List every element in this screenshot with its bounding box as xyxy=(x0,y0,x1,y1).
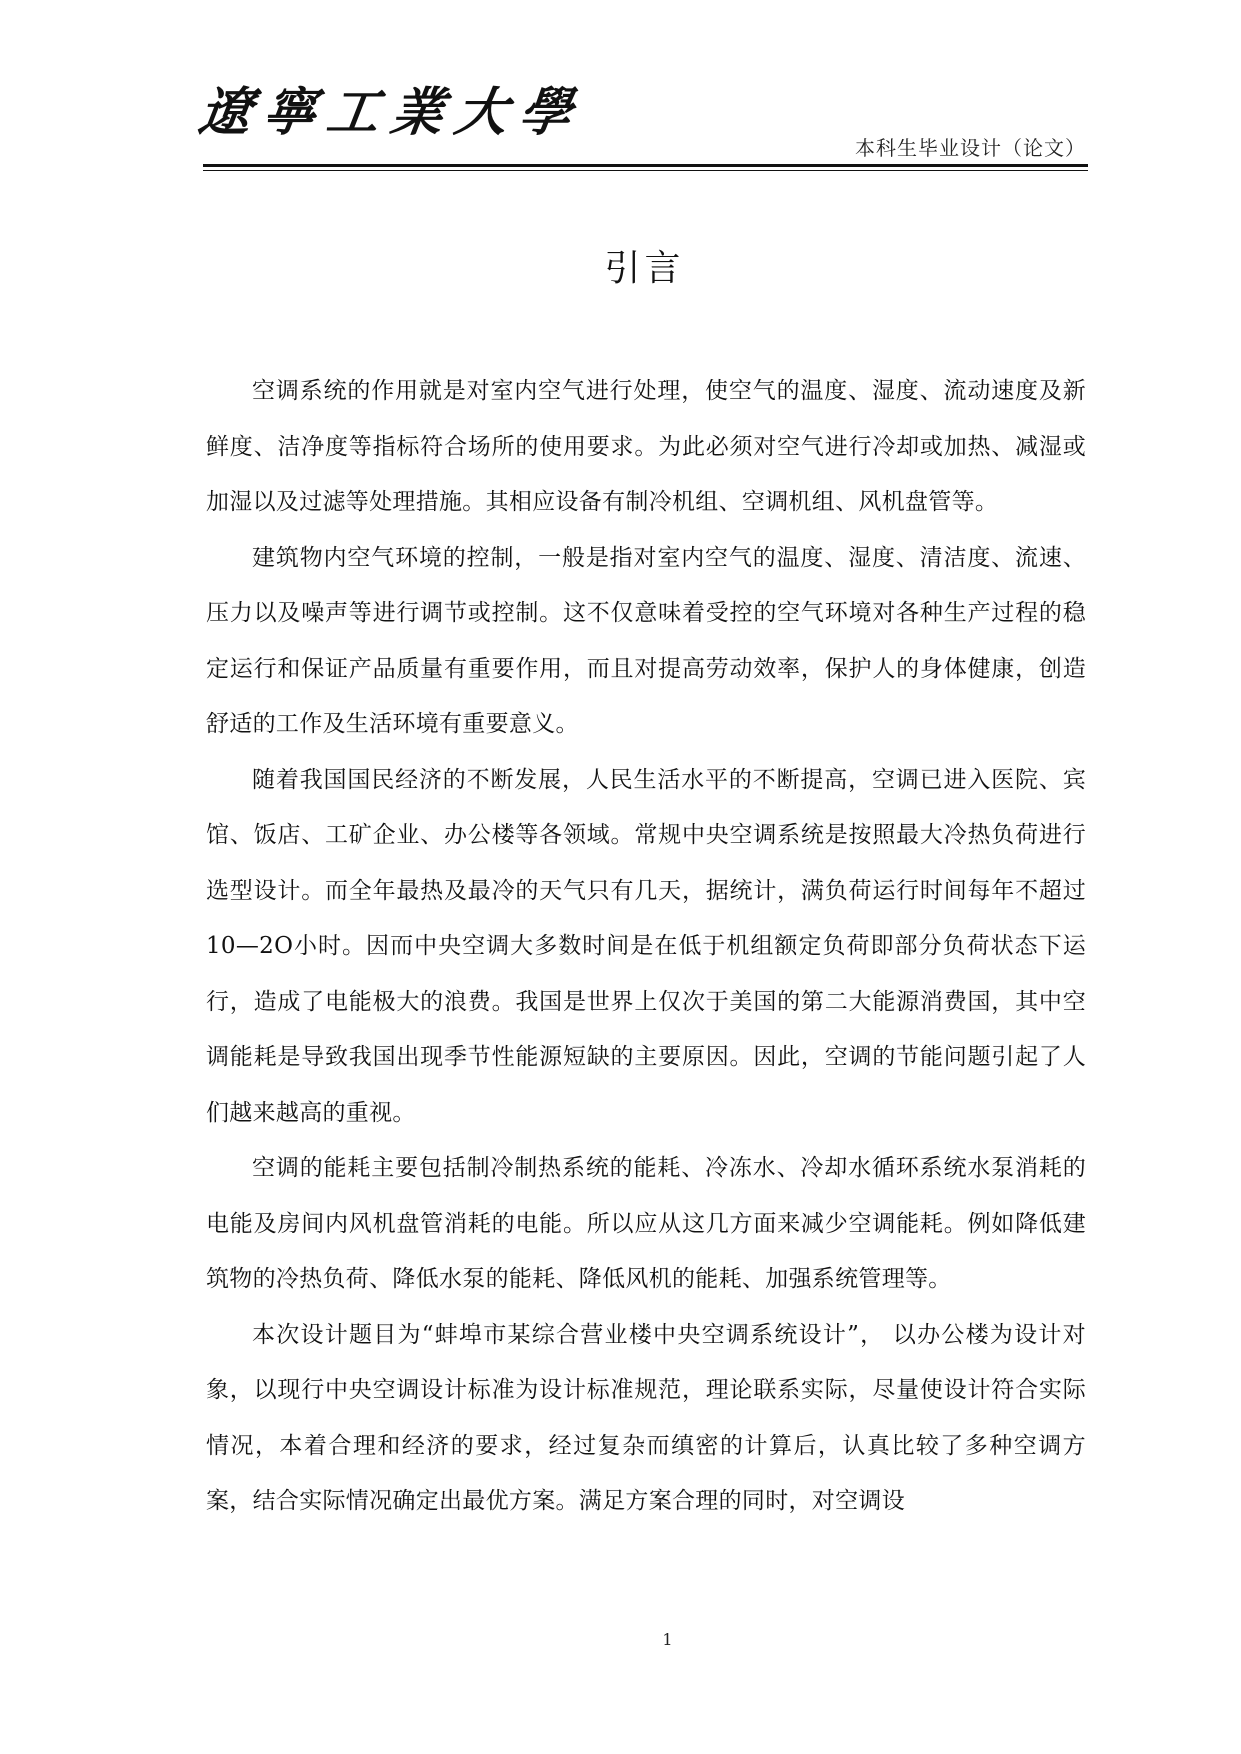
paragraph: 空调系统的作用就是对室内空气进行处理，使空气的温度、湿度、流动速度及新鲜度、洁净度等指标符合场所的使用要求。为此必须对空气进行冷却或加热、减湿或加湿以及过滤等处理措施。其相应设备有制冷机组、空调机组、风机盘管等。 xyxy=(206,378,1086,515)
paragraph: 空调的能耗主要包括制冷制热系统的能耗、冷冻水、冷却水循环系统水泵消耗的电能及房间内风机盘管消耗的电能。所以应从这几方面来减少空调能耗。例如降低建筑物的冷热负荷、降低水泵的能耗、降低风机的能耗、加强系统管理等。 xyxy=(206,1155,1086,1292)
university-logo: 遼寧工業大學 xyxy=(195,82,588,143)
page-number: 1 xyxy=(662,1630,673,1649)
header-rule-thick xyxy=(203,164,1088,167)
paragraph: 建筑物内空气环境的控制，一般是指对室内空气的温度、湿度、清洁度、流速、压力以及噪声等进行调节或控制。这不仅意味着受控的空气环境对各种生产过程的稳定运行和保证产品质量有重要作用，而且对提高劳动效率，保护人的身体健康，创造舒适的工作及生活环境有重要意义。 xyxy=(206,544,1086,737)
document-type-label: 本科生毕业设计（论文） xyxy=(855,136,1086,160)
body-text xyxy=(206,364,1086,1530)
page-title: 引言 xyxy=(604,248,685,289)
header-rule-thin xyxy=(203,170,1088,171)
paragraph: 本次设计题目为“蚌埠市某综合营业楼中央空调系统设计”， 以办公楼为设计对象，以现行中央空调设计标准为设计标准规范，理论联系实际，尽量使设计符合实际情况，本着合理和经济的要求，经过复杂而缜密的计算后，认真比较了多种空调方案，结合实际情况确定出最优方案。满足方案合理的同时，对空调设 xyxy=(206,1321,1086,1514)
paragraph: 随着我国国民经济的不断发展，人民生活水平的不断提高，空调已进入医院、宾馆、饭店、工矿企业、办公楼等各领域。常规中央空调系统是按照最大冷热负荷进行选型设计。而全年最热及最冷的天气只有几天，据统计，满负荷运行时间每年不超过10—2O小时。因而中央空调大多数时间是在低于机组额定负荷即部分负荷状态下运行，造成了电能极大的浪费。我国是世界上仅次于美国的第二大能源消费国，其中空调能耗是导致我国出现季节性能源短缺的主要原因。因此，空调的节能问题引起了人们越来越高的重视。 xyxy=(206,766,1086,1126)
